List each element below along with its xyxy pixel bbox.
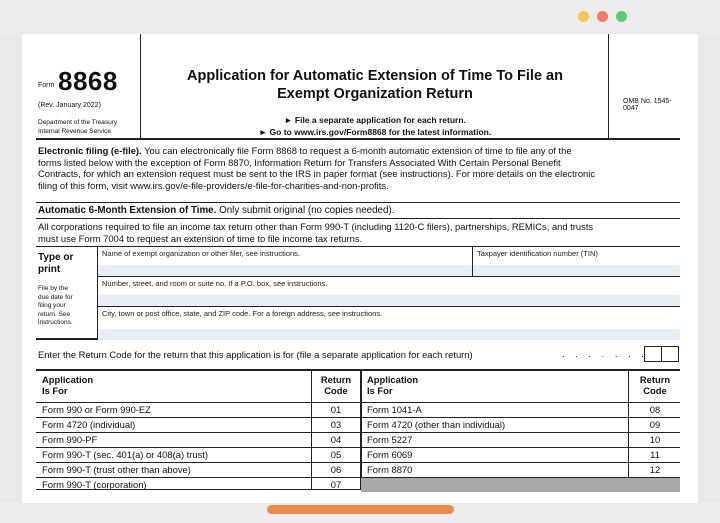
divider <box>36 202 680 203</box>
note-line: File by the <box>38 285 68 292</box>
window-controls <box>578 11 627 22</box>
table-cell-code: 06 <box>330 464 342 475</box>
efile-body-4: filing of this form, visit www.irs.gov/e-file-providers/e-file-for-charities-and-non-profits. <box>38 179 389 191</box>
revision-date: (Rev. January 2022) <box>38 102 101 109</box>
auto-body-1: All corporations required to file an income tax return other than Form 990-T (including 1120-C filers), partnerships, REMICs, and trusts <box>38 221 594 232</box>
auto-note: Only submit original (no copies needed). <box>219 205 395 216</box>
table-cell-code: 12 <box>649 464 661 475</box>
form-number: 8868 <box>58 66 118 96</box>
instruction-line-2[interactable]: ► Go to www.irs.gov/Form8868 for the latest information. <box>258 127 492 137</box>
city-field-row <box>98 307 680 340</box>
instruction-line-1: ► File a separate application for each return. <box>284 115 466 125</box>
header-application-left <box>42 374 93 396</box>
header-code-left <box>313 374 359 396</box>
tin-input[interactable] <box>473 265 680 276</box>
header-text: Code <box>643 385 667 396</box>
header-text: Is For <box>42 385 68 396</box>
note-line: instructions. <box>38 319 73 326</box>
return-code-table <box>36 369 680 490</box>
return-code-digit-1[interactable] <box>645 347 661 361</box>
table-cell-code: 10 <box>649 434 661 445</box>
name-label: Name of exempt organization or other filer, see instructions. <box>102 249 301 258</box>
note-line: due date for <box>38 293 73 301</box>
return-code-digit-2[interactable] <box>661 347 678 361</box>
row-divider <box>36 432 680 433</box>
tin-field <box>472 247 680 276</box>
maximize-button[interactable] <box>616 11 627 22</box>
efile-body-1: You can electronically file Form 8868 to request a 6-month automatic extension of time to file any of the <box>144 145 572 156</box>
efile-body-2: forms listed below with the exception of Form 8870, Information Return for Transfers Associated With Certain Personal Benefit <box>38 156 561 168</box>
department <box>38 118 140 136</box>
type-title-2: print <box>38 264 61 275</box>
table-cell-code: 07 <box>330 479 342 490</box>
table-cell-code: 08 <box>649 404 661 415</box>
name-field-row <box>98 247 680 277</box>
empty-cell <box>361 477 680 492</box>
title-line-2: Exempt Organization Return <box>277 86 473 102</box>
note-line: filing your <box>38 302 66 309</box>
efile-heading: Electronic filing (e-file). <box>38 145 142 156</box>
table-cell-code: 03 <box>330 419 342 430</box>
table-cell-form: Form 4720 (other than individual) <box>367 419 506 430</box>
filing-note <box>38 285 96 328</box>
header-text: Application <box>367 374 419 385</box>
table-cell-form: Form 990-T (sec. 401(a) or 408(a) trust) <box>42 449 209 460</box>
row-divider <box>36 477 680 478</box>
divider <box>36 218 680 219</box>
auto-extension-heading <box>38 205 678 217</box>
type-title-1: Type or <box>38 252 74 263</box>
table-cell-form: Form 1041-A <box>367 404 422 415</box>
omb-number: OMB No. 1545-0047 <box>623 98 672 112</box>
form-id-block <box>36 34 141 140</box>
row-divider <box>36 417 680 418</box>
table-cell-form: Form 4720 (individual) <box>42 419 136 430</box>
row-divider <box>36 462 680 463</box>
auto-body-2: must use Form 7004 to request an extension of time to file income tax returns. <box>38 232 363 244</box>
table-cell-code: 01 <box>330 404 342 415</box>
header-text: Is For <box>367 385 393 396</box>
column-divider <box>360 371 362 489</box>
tin-label: Taxpayer identification number (TIN) <box>477 249 598 258</box>
filer-info-block <box>36 247 680 340</box>
return-code-input[interactable] <box>644 346 679 362</box>
table-cell-form: Form 8870 <box>367 464 413 475</box>
department-name: Department of the Treasury <box>38 119 118 126</box>
form-header <box>36 34 680 140</box>
street-input[interactable] <box>98 295 680 306</box>
note-line: return. See <box>38 310 71 318</box>
header-application-right <box>367 374 418 396</box>
table-cell-form: Form 6069 <box>367 449 413 460</box>
header-text: Code <box>324 385 348 396</box>
column-divider <box>311 371 312 489</box>
efile-body-3: Contracts, for which an extension request must be sent to the IRS in paper format (see instructions). For more details on the electronic <box>38 168 596 180</box>
close-button[interactable] <box>597 11 608 22</box>
table-cell-form: Form 990-T (corporation) <box>42 479 147 490</box>
name-input[interactable] <box>98 265 472 276</box>
header-text: Application <box>42 374 94 385</box>
leader-dots: . . . . . . . <box>562 348 648 359</box>
form-title-block <box>141 34 609 140</box>
city-input[interactable] <box>98 329 680 340</box>
title-line-1: Application for Automatic Extension of Time To File an <box>187 68 563 84</box>
table-cell-code: 11 <box>650 449 660 460</box>
street-label: Number, street, and room or suite no. If a P.O. box, see instructions. <box>102 279 328 288</box>
form-label: Form <box>38 82 55 89</box>
city-label: City, town or post office, state, and ZIP code. For a foreign address, see instructions. <box>102 309 383 318</box>
table-cell-code: 05 <box>330 449 342 460</box>
header-text: Return <box>639 374 671 385</box>
table-cell-form: Form 990 or Form 990-EZ <box>42 404 151 415</box>
type-print-title <box>38 252 73 276</box>
header-text: Return <box>320 374 352 385</box>
window-titlebar <box>0 0 720 34</box>
return-code-prompt: Enter the Return Code for the return that this application is for (file a separate application for each return) <box>38 349 473 360</box>
row-divider <box>36 402 680 403</box>
table-cell-form: Form 990-T (trust other than above) <box>42 464 191 475</box>
minimize-button[interactable] <box>578 11 589 22</box>
column-divider <box>628 371 629 489</box>
auto-heading: Automatic 6-Month Extension of Time. <box>38 205 217 216</box>
table-cell-code: 09 <box>649 419 661 430</box>
header-instructions <box>141 114 609 138</box>
header-code-right <box>630 374 680 396</box>
row-divider <box>36 447 680 448</box>
table-cell-form: Form 5227 <box>367 434 413 445</box>
table-cell-form: Form 990-PF <box>42 434 98 445</box>
bureau-name: Internal Revenue Service <box>38 128 111 135</box>
street-field-row <box>98 277 680 307</box>
form-title <box>141 67 609 103</box>
horizontal-scrollbar[interactable] <box>267 505 454 514</box>
omb-block <box>609 34 680 140</box>
table-cell-code: 04 <box>330 434 342 445</box>
type-or-print-label <box>36 247 98 340</box>
efile-paragraph <box>38 145 678 191</box>
auto-extension-body <box>38 221 678 244</box>
